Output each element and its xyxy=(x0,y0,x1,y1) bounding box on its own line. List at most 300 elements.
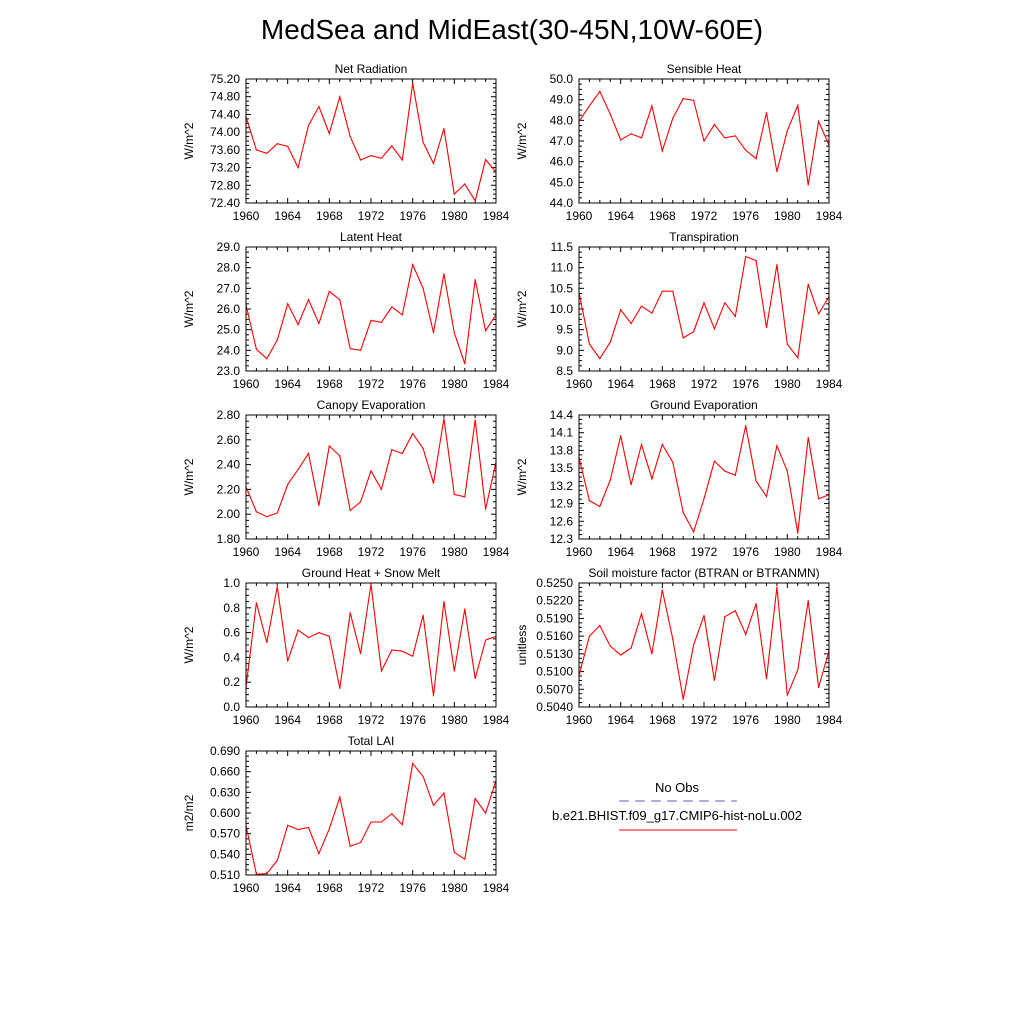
data-point xyxy=(485,159,486,160)
x-tick-label: 1972 xyxy=(357,713,385,727)
plot-frame xyxy=(579,583,829,707)
x-tick-label: 1968 xyxy=(315,713,343,727)
x-tick-label: 1976 xyxy=(399,545,427,559)
x-tick-label: 1972 xyxy=(357,881,385,895)
data-point xyxy=(797,357,798,358)
data-point xyxy=(391,813,392,814)
panel-title: Latent Heat xyxy=(339,230,403,244)
data-point xyxy=(630,323,631,324)
y-tick-label: 2.40 xyxy=(216,457,240,472)
data-point xyxy=(422,142,423,143)
data-point xyxy=(391,145,392,146)
data-point xyxy=(589,344,590,345)
y-tick-label: 0.510 xyxy=(209,868,240,882)
y-axis-label: unitless xyxy=(515,624,529,666)
data-point xyxy=(610,341,611,342)
series-line xyxy=(579,426,829,533)
data-point xyxy=(454,332,455,333)
data-point xyxy=(776,264,777,265)
y-tick-label: 12.6 xyxy=(549,514,573,529)
y-tick-label: 2.60 xyxy=(216,432,240,447)
data-point xyxy=(329,445,330,446)
data-point xyxy=(287,661,288,662)
panel-4 xyxy=(515,230,843,391)
data-point xyxy=(412,433,413,434)
y-tick-label: 13.5 xyxy=(549,461,573,476)
data-point xyxy=(464,859,465,860)
y-tick-label: 11.5 xyxy=(550,240,573,254)
data-point xyxy=(464,363,465,364)
data-point xyxy=(735,610,736,611)
data-point xyxy=(693,100,694,101)
y-tick-label: 74.40 xyxy=(209,107,240,122)
x-tick-label: 1960 xyxy=(232,713,260,727)
x-tick-label: 1976 xyxy=(399,881,427,895)
y-tick-label: 50.0 xyxy=(549,72,573,86)
data-point xyxy=(714,680,715,681)
data-point xyxy=(599,358,600,359)
y-tick-label: 12.3 xyxy=(549,532,573,546)
x-tick-label: 1972 xyxy=(690,377,718,391)
plot-frame xyxy=(246,415,496,539)
data-point xyxy=(350,348,351,349)
y-tick-label: 74.00 xyxy=(209,125,240,140)
y-tick-label: 13.2 xyxy=(549,478,573,493)
data-point xyxy=(339,299,340,300)
data-point xyxy=(381,158,382,159)
panel-1 xyxy=(182,62,510,223)
y-tick-label: 0.5130 xyxy=(536,646,573,661)
y-tick-label: 0.660 xyxy=(209,764,240,779)
data-point xyxy=(620,139,621,140)
x-tick-label: 1968 xyxy=(648,545,676,559)
x-tick-label: 1980 xyxy=(440,881,468,895)
x-tick-label: 1972 xyxy=(357,209,385,223)
data-point xyxy=(776,171,777,172)
data-point xyxy=(464,496,465,497)
data-point xyxy=(266,873,267,874)
data-point xyxy=(277,512,278,513)
data-point xyxy=(693,644,694,645)
data-point xyxy=(422,615,423,616)
y-tick-label: 1.0 xyxy=(223,576,240,590)
panel-9 xyxy=(182,734,510,895)
data-point xyxy=(277,586,278,587)
data-point xyxy=(391,306,392,307)
data-point xyxy=(412,763,413,764)
y-tick-label: 23.0 xyxy=(216,364,240,378)
data-point xyxy=(454,494,455,495)
data-point xyxy=(433,163,434,164)
data-point xyxy=(402,651,403,652)
data-point xyxy=(683,699,684,700)
x-tick-label: 1960 xyxy=(565,713,593,727)
data-point xyxy=(651,105,652,106)
panel-7 xyxy=(182,566,510,727)
series-line xyxy=(246,419,496,517)
y-tick-label: 2.00 xyxy=(216,507,240,522)
y-tick-label: 13.8 xyxy=(549,443,573,458)
data-point xyxy=(776,587,777,588)
data-point xyxy=(620,654,621,655)
x-tick-label: 1976 xyxy=(399,377,427,391)
data-point xyxy=(766,327,767,328)
data-point xyxy=(277,339,278,340)
y-tick-label: 48.0 xyxy=(549,113,573,128)
data-point xyxy=(797,669,798,670)
data-point xyxy=(610,114,611,115)
panel-5 xyxy=(182,398,510,559)
data-point xyxy=(766,678,767,679)
data-point xyxy=(766,112,767,113)
y-tick-label: 14.1 xyxy=(549,425,573,440)
data-point xyxy=(599,91,600,92)
data-point xyxy=(589,636,590,637)
data-point xyxy=(443,273,444,274)
legend-obs-label: No Obs xyxy=(654,780,700,795)
series-line xyxy=(579,587,829,699)
data-point xyxy=(370,155,371,156)
data-point xyxy=(475,200,476,201)
data-point xyxy=(433,332,434,333)
data-point xyxy=(443,128,444,129)
data-point xyxy=(589,500,590,501)
data-point xyxy=(641,444,642,445)
data-point xyxy=(662,444,663,445)
data-point xyxy=(308,637,309,638)
x-tick-label: 1980 xyxy=(773,545,801,559)
data-point xyxy=(318,106,319,107)
data-point xyxy=(755,260,756,261)
x-tick-label: 1968 xyxy=(648,713,676,727)
y-tick-label: 9.5 xyxy=(556,322,573,337)
x-tick-label: 1964 xyxy=(607,209,635,223)
y-axis-label: W/m^2 xyxy=(182,626,196,664)
panel-title: Transpiration xyxy=(669,230,739,244)
y-tick-label: 74.80 xyxy=(209,89,240,104)
data-point xyxy=(599,506,600,507)
data-point xyxy=(475,678,476,679)
y-tick-label: 0.5040 xyxy=(536,700,573,714)
data-point xyxy=(464,183,465,184)
y-tick-label: 26.0 xyxy=(216,302,240,316)
data-point xyxy=(630,647,631,648)
data-point xyxy=(735,475,736,476)
data-point xyxy=(766,496,767,497)
data-point xyxy=(266,358,267,359)
data-point xyxy=(808,284,809,285)
data-point xyxy=(308,453,309,454)
data-point xyxy=(672,462,673,463)
plot-frame xyxy=(246,247,496,371)
data-point xyxy=(360,653,361,654)
data-point xyxy=(433,695,434,696)
data-point xyxy=(297,469,298,470)
data-point xyxy=(339,688,340,689)
data-point xyxy=(630,133,631,134)
data-point xyxy=(735,135,736,136)
data-point xyxy=(693,331,694,332)
data-point xyxy=(787,470,788,471)
y-tick-label: 0.0 xyxy=(223,700,240,714)
data-point xyxy=(381,489,382,490)
y-tick-label: 24.0 xyxy=(216,343,240,358)
panel-title: Soil moisture factor (BTRAN or BTRANMN) xyxy=(588,566,820,580)
y-tick-label: 10.5 xyxy=(549,281,573,296)
x-tick-label: 1960 xyxy=(232,377,260,391)
y-axis-label: m2/m2 xyxy=(182,794,196,832)
x-tick-label: 1964 xyxy=(607,377,635,391)
data-point xyxy=(318,505,319,506)
y-tick-label: 0.5160 xyxy=(536,629,573,644)
panel-title: Canopy Evaporation xyxy=(316,398,426,412)
y-tick-label: 0.690 xyxy=(209,744,240,758)
data-point xyxy=(787,130,788,131)
y-tick-label: 14.4 xyxy=(549,408,573,422)
data-point xyxy=(370,470,371,471)
data-point xyxy=(443,601,444,602)
x-tick-label: 1984 xyxy=(815,377,843,391)
data-point xyxy=(297,829,298,830)
y-tick-label: 72.80 xyxy=(209,178,240,193)
y-tick-label: 73.20 xyxy=(209,160,240,175)
page-title: MedSea and MidEast(30-45N,10W-60E) xyxy=(260,14,764,45)
y-axis-label: W/m^2 xyxy=(182,290,196,328)
data-point xyxy=(745,150,746,151)
data-point xyxy=(703,302,704,303)
data-point xyxy=(797,532,798,533)
data-point xyxy=(630,484,631,485)
x-tick-label: 1980 xyxy=(440,377,468,391)
y-tick-label: 2.80 xyxy=(216,408,240,422)
legend-model-label: b.e21.BHIST.f09_g17.CMIP6-hist-noLu.002 xyxy=(551,808,803,823)
x-tick-label: 1980 xyxy=(440,713,468,727)
x-tick-label: 1980 xyxy=(440,209,468,223)
data-point xyxy=(381,322,382,323)
y-tick-label: 8.5 xyxy=(556,364,573,378)
data-point xyxy=(755,158,756,159)
data-point xyxy=(683,512,684,513)
x-tick-label: 1984 xyxy=(815,209,843,223)
series-line xyxy=(246,584,496,696)
data-point xyxy=(485,509,486,510)
x-tick-label: 1968 xyxy=(315,377,343,391)
data-point xyxy=(256,149,257,150)
data-point xyxy=(787,695,788,696)
data-point xyxy=(277,860,278,861)
x-tick-label: 1980 xyxy=(773,377,801,391)
data-point xyxy=(391,449,392,450)
x-tick-label: 1960 xyxy=(232,209,260,223)
x-tick-label: 1960 xyxy=(232,881,260,895)
data-point xyxy=(266,642,267,643)
series-line xyxy=(246,83,496,200)
data-point xyxy=(370,584,371,585)
y-tick-label: 9.0 xyxy=(556,343,573,358)
x-tick-label: 1976 xyxy=(399,209,427,223)
y-tick-label: 75.20 xyxy=(209,72,240,86)
x-tick-label: 1976 xyxy=(732,377,760,391)
data-point xyxy=(422,776,423,777)
data-point xyxy=(360,350,361,351)
x-tick-label: 1964 xyxy=(274,545,302,559)
y-tick-label: 28.0 xyxy=(216,260,240,275)
data-point xyxy=(724,616,725,617)
data-point xyxy=(318,632,319,633)
data-point xyxy=(297,630,298,631)
y-tick-label: 0.5070 xyxy=(536,682,573,697)
data-point xyxy=(485,639,486,640)
data-point xyxy=(443,418,444,419)
data-point xyxy=(610,646,611,647)
data-point xyxy=(641,137,642,138)
plot-frame xyxy=(246,751,496,875)
data-point xyxy=(350,612,351,613)
data-point xyxy=(776,445,777,446)
y-tick-label: 0.600 xyxy=(209,806,240,820)
data-point xyxy=(422,288,423,289)
data-point xyxy=(464,608,465,609)
data-point xyxy=(703,140,704,141)
data-point xyxy=(672,291,673,292)
data-point xyxy=(599,625,600,626)
data-point xyxy=(402,314,403,315)
data-point xyxy=(818,687,819,688)
data-point xyxy=(402,453,403,454)
y-tick-label: 12.9 xyxy=(549,496,573,511)
plot-frame xyxy=(579,247,829,371)
data-point xyxy=(391,649,392,650)
data-point xyxy=(651,313,652,314)
x-tick-label: 1960 xyxy=(232,545,260,559)
data-point xyxy=(745,256,746,257)
y-tick-label: 0.5190 xyxy=(536,611,573,626)
data-point xyxy=(641,613,642,614)
x-tick-label: 1960 xyxy=(565,209,593,223)
data-point xyxy=(339,96,340,97)
series-line xyxy=(246,265,496,364)
data-point xyxy=(454,852,455,853)
data-point xyxy=(662,150,663,151)
data-point xyxy=(350,510,351,511)
data-point xyxy=(485,812,486,813)
data-point xyxy=(641,306,642,307)
panel-8 xyxy=(515,566,843,727)
x-tick-label: 1972 xyxy=(690,713,718,727)
data-point xyxy=(443,792,444,793)
y-tick-label: 44.0 xyxy=(549,196,573,210)
data-point xyxy=(308,299,309,300)
data-point xyxy=(287,146,288,147)
x-tick-label: 1960 xyxy=(565,545,593,559)
x-tick-label: 1976 xyxy=(732,209,760,223)
data-point xyxy=(818,498,819,499)
y-tick-label: 0.4 xyxy=(223,650,240,665)
y-tick-label: 0.2 xyxy=(223,675,240,690)
data-point xyxy=(329,828,330,829)
data-point xyxy=(412,83,413,84)
y-tick-label: 0.6 xyxy=(223,625,240,640)
panel-6 xyxy=(515,398,843,559)
data-point xyxy=(297,167,298,168)
plot-frame xyxy=(246,79,496,203)
y-axis-label: W/m^2 xyxy=(515,122,529,160)
y-tick-label: 10.0 xyxy=(549,302,573,316)
data-point xyxy=(683,337,684,338)
data-point xyxy=(808,184,809,185)
y-tick-label: 0.570 xyxy=(209,826,240,841)
data-point xyxy=(329,133,330,134)
x-tick-label: 1984 xyxy=(482,377,510,391)
x-tick-label: 1984 xyxy=(482,209,510,223)
x-tick-label: 1972 xyxy=(357,545,385,559)
data-point xyxy=(277,143,278,144)
data-point xyxy=(381,670,382,671)
data-point xyxy=(818,121,819,122)
data-point xyxy=(297,324,298,325)
data-point xyxy=(797,105,798,106)
x-tick-label: 1980 xyxy=(773,713,801,727)
data-point xyxy=(735,316,736,317)
data-point xyxy=(662,291,663,292)
data-point xyxy=(256,511,257,512)
x-tick-label: 1984 xyxy=(482,881,510,895)
data-point xyxy=(287,484,288,485)
x-tick-label: 1972 xyxy=(690,209,718,223)
data-point xyxy=(454,194,455,195)
data-point xyxy=(454,670,455,671)
panel-title: Ground Heat + Snow Melt xyxy=(301,566,441,580)
y-tick-label: 27.0 xyxy=(216,281,240,296)
panel-3 xyxy=(182,230,510,391)
data-point xyxy=(808,437,809,438)
data-point xyxy=(370,821,371,822)
data-point xyxy=(402,824,403,825)
data-point xyxy=(808,600,809,601)
data-point xyxy=(308,827,309,828)
data-point xyxy=(370,320,371,321)
x-tick-label: 1968 xyxy=(315,881,343,895)
data-point xyxy=(714,124,715,125)
legend xyxy=(552,780,802,830)
y-tick-label: 72.40 xyxy=(209,196,240,210)
data-point xyxy=(350,845,351,846)
y-tick-label: 47.0 xyxy=(549,134,573,148)
data-point xyxy=(256,349,257,350)
data-point xyxy=(402,159,403,160)
data-point xyxy=(724,137,725,138)
y-tick-label: 11.0 xyxy=(550,260,573,275)
data-point xyxy=(787,344,788,345)
data-point xyxy=(433,483,434,484)
x-tick-label: 1984 xyxy=(815,713,843,727)
data-point xyxy=(475,279,476,280)
x-tick-label: 1976 xyxy=(732,545,760,559)
data-point xyxy=(381,821,382,822)
x-tick-label: 1964 xyxy=(607,713,635,727)
x-tick-label: 1964 xyxy=(274,881,302,895)
data-point xyxy=(266,516,267,517)
data-point xyxy=(672,118,673,119)
x-tick-label: 1984 xyxy=(815,545,843,559)
data-point xyxy=(755,481,756,482)
data-point xyxy=(485,330,486,331)
data-point xyxy=(662,589,663,590)
y-tick-label: 45.0 xyxy=(549,175,573,190)
y-tick-label: 0.5250 xyxy=(536,576,573,590)
panel-title: Sensible Heat xyxy=(666,62,742,76)
data-point xyxy=(287,303,288,304)
